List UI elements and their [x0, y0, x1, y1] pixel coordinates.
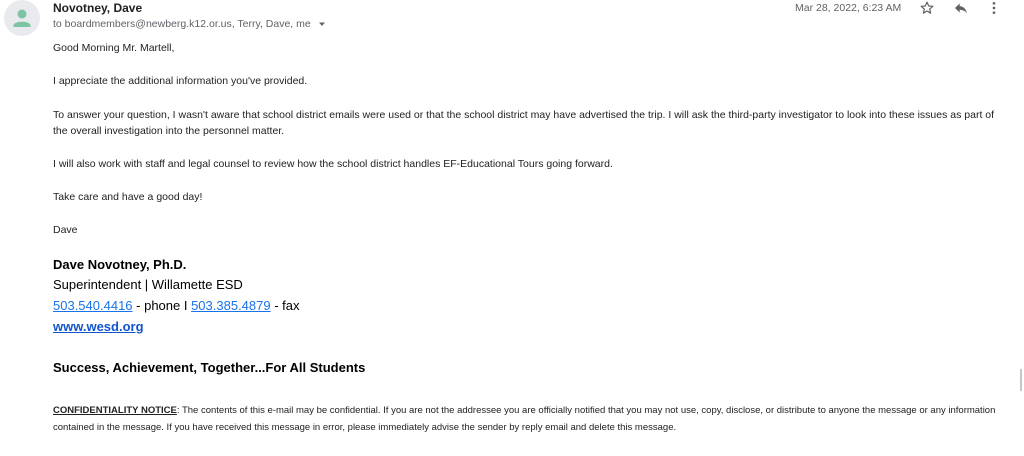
paragraph-3: I will also work with staff and legal counsel to review how the school district handles EF-Educational Tours going forward. [53, 158, 613, 170]
signature-contact [53, 298, 300, 313]
recipients-line [53, 18, 327, 30]
sender-name[interactable]: Novotney, Dave [53, 1, 143, 15]
paragraph-2: To answer your question, I wasn't aware that school district emails were used or that the school district may have advertised the trip. I will ask the third-party investigator to look into these issues as part of the overall investigation into the personnel matter. [53, 109, 995, 137]
reply-icon [953, 0, 969, 16]
message-timestamp: Mar 28, 2022, 6:23 AM [795, 2, 902, 14]
scrollbar-thumb[interactable] [1020, 369, 1022, 391]
notice-text: : The contents of this e-mail may be confidential. If you are not the addressee you are officially notified that you may not use, copy, disclose, or distribute to anyone the message or any information contained in the message. If you have received this message in error, please immediately advise the sender by reply email and delete this message. [53, 405, 996, 433]
phone-link[interactable]: 503.540.4416 [53, 298, 133, 313]
signature-motto: Success, Achievement, Together...For All Students [53, 360, 366, 375]
person-icon [4, 0, 40, 36]
confidentiality-notice [53, 402, 1008, 436]
reply-button[interactable] [950, 0, 972, 17]
sender-avatar[interactable] [4, 0, 40, 36]
signature-name: Dave Novotney, Ph.D. [53, 257, 187, 272]
closing: Take care and have a good day! [53, 191, 203, 203]
phone-label: - phone I [132, 298, 192, 313]
notice-label: CONFIDENTIALITY NOTICE [53, 405, 177, 416]
star-button[interactable] [916, 0, 938, 17]
fax-link[interactable]: 503.385.4879 [191, 298, 271, 313]
show-details-button[interactable] [317, 19, 327, 29]
caret-down-icon [317, 19, 327, 29]
signature-title: Superintendent | Willamette ESD [53, 277, 243, 292]
greeting: Good Morning Mr. Martell, [53, 42, 175, 54]
recipients-text: to boardmembers@newberg.k12.or.us, Terry, Dave, me [53, 18, 311, 30]
more-vert-icon [986, 0, 1002, 16]
paragraph-1: I appreciate the additional information you've provided. [53, 75, 308, 87]
star-icon [919, 0, 935, 16]
signoff: Dave [53, 224, 78, 236]
website-link[interactable]: www.wesd.org [53, 319, 144, 334]
more-options-button[interactable] [983, 0, 1005, 17]
fax-label: - fax [270, 298, 300, 313]
